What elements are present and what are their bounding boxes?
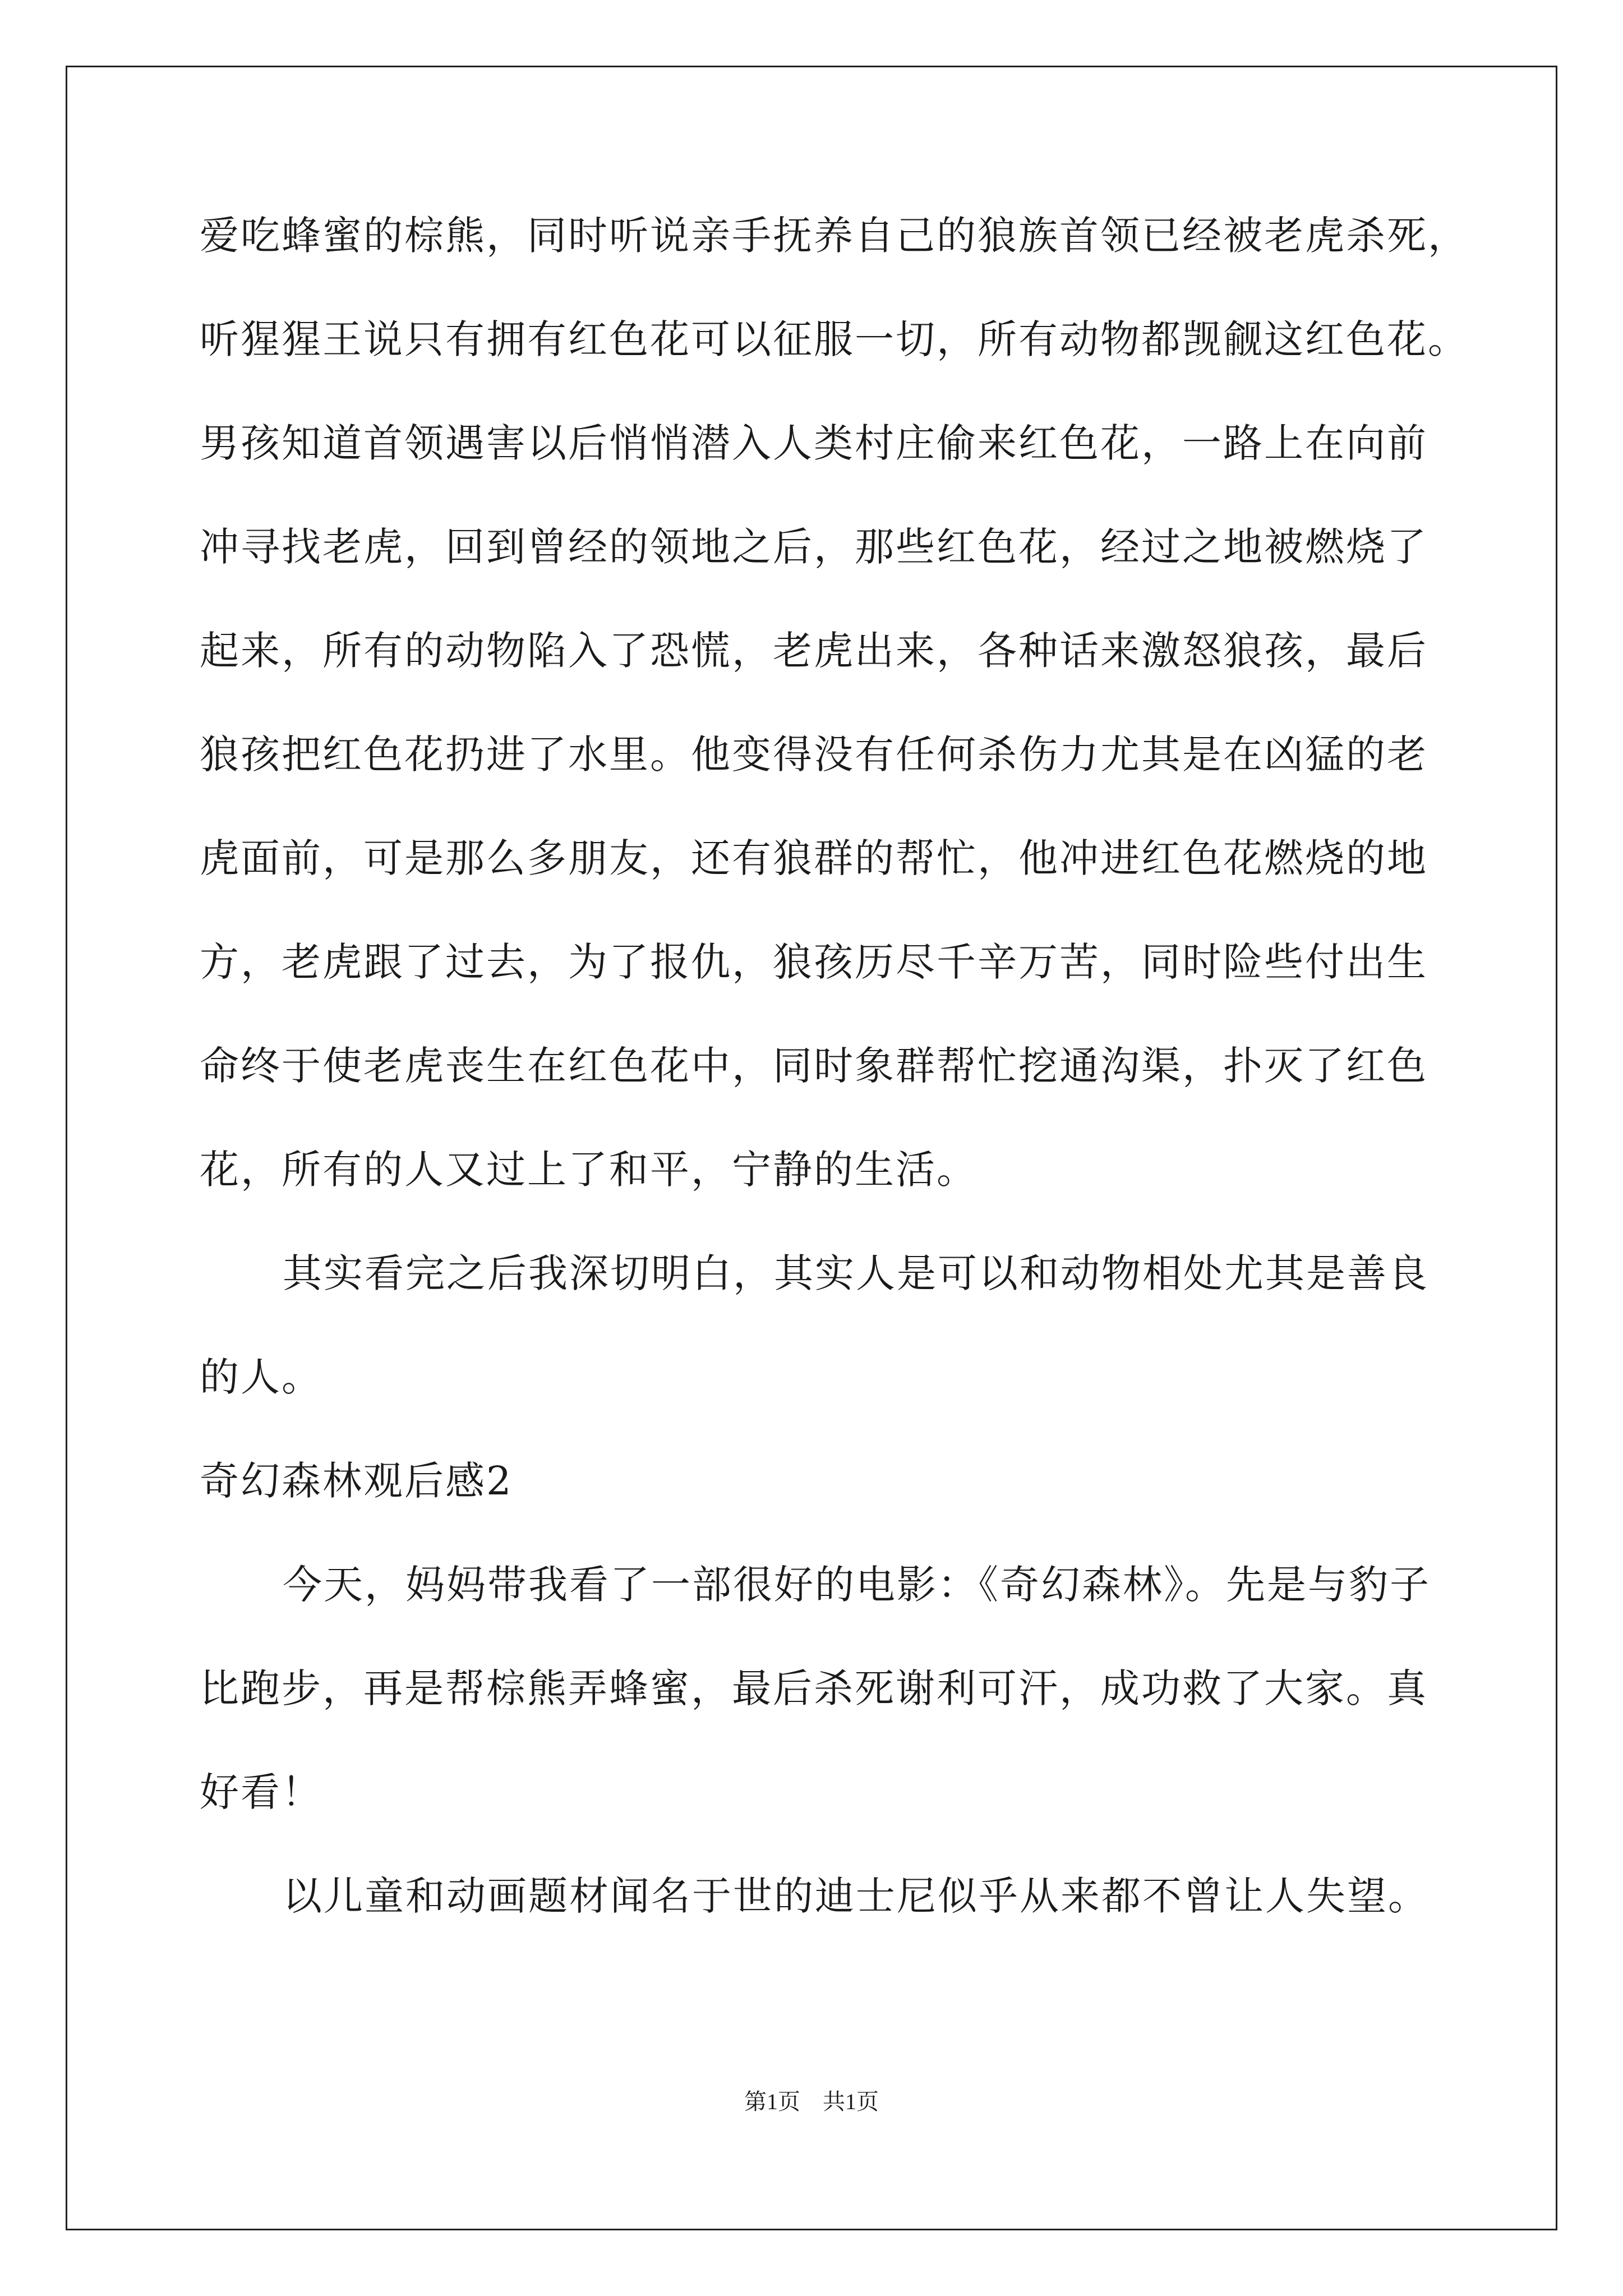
section-heading: 奇幻森林观后感2 [200, 1458, 513, 1504]
paragraph-line: 命终于使老虎丧生在红色花中，同时象群帮忙挖通沟渠，扑灭了红色 [200, 1043, 1428, 1089]
paragraph-line: 男孩知道首领遇害以后悄悄潜入人类村庄偷来红色花，一路上在向前 [200, 420, 1428, 466]
paragraph-line: 今天，妈妈带我看了一部很好的电影：《奇幻森林》。先是与豹子 [283, 1562, 1431, 1608]
paragraph-line: 虎面前，可是那么多朋友，还有狼群的帮忙，他冲进红色花燃烧的地 [200, 835, 1428, 881]
paragraph-line: 其实看完之后我深切明白，其实人是可以和动物相处尤其是善良 [283, 1250, 1429, 1296]
paragraph-line: 听猩猩王说只有拥有红色花可以征服一切，所有动物都觊觎这红色花。 [200, 316, 1469, 362]
paragraph-line: 起来，所有的动物陷入了恐慌，老虎出来，各种话来激怒狼孩，最后 [200, 628, 1428, 674]
paragraph-line: 方，老虎跟了过去，为了报仇，狼孩历尽千辛万苦，同时险些付出生 [200, 939, 1428, 985]
paragraph-line: 好看！ [200, 1769, 322, 1815]
paragraph-line: 花，所有的人又过上了和平，宁静的生活。 [200, 1147, 978, 1193]
paragraph-line: 冲寻找老虎，回到曾经的领地之后，那些红色花，经过之地被燃烧了 [200, 524, 1428, 570]
paragraph-line: 狼孩把红色花扔进了水里。他变得没有任何杀伤力尤其是在凶猛的老 [200, 731, 1428, 777]
paragraph-line: 的人。 [200, 1354, 322, 1400]
paragraph-line: 以儿童和动画题材闻名于世的迪士尼似乎从来都不曾让人失望。 [283, 1873, 1429, 1919]
page-footer: 第1页 共1页 [744, 2089, 879, 2114]
paragraph-line: 比跑步，再是帮棕熊弄蜂蜜，最后杀死谢利可汗，成功救了大家。真 [200, 1665, 1428, 1711]
paragraph-line: 爱吃蜂蜜的棕熊，同时听说亲手抚养自己的狼族首领已经被老虎杀死， [200, 213, 1469, 259]
